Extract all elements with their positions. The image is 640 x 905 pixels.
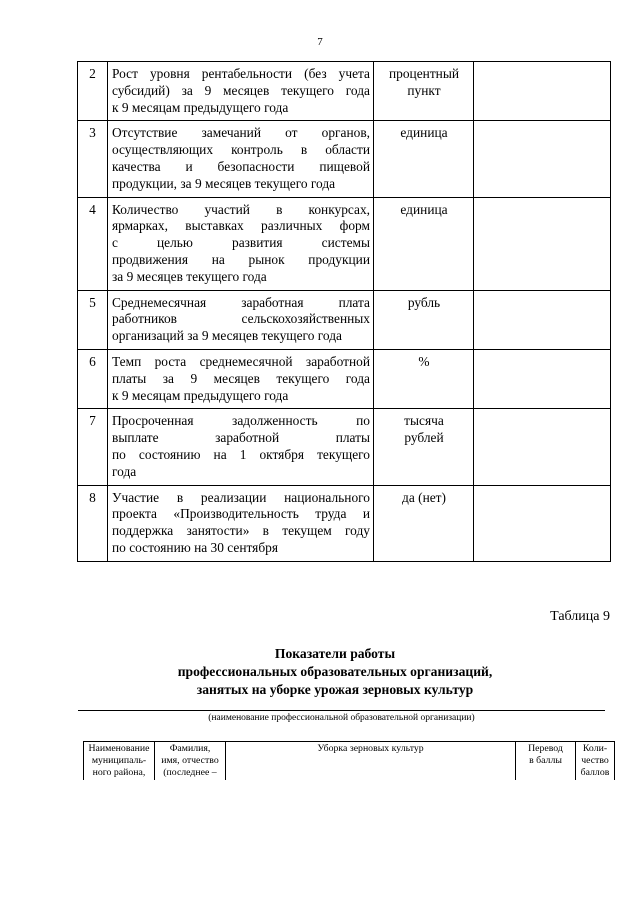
indicator-line: к 9 месяцам предыдущего года xyxy=(112,99,289,115)
indicator-name xyxy=(108,485,374,561)
header-cell xyxy=(155,742,226,781)
results-table xyxy=(83,741,615,780)
value-cell xyxy=(474,197,611,290)
row-number: 5 xyxy=(78,290,108,349)
table-row xyxy=(78,62,611,121)
unit-line: пункт xyxy=(407,82,441,98)
indicator-line: ярмарках, выставках различных форм xyxy=(112,218,370,234)
header-cell xyxy=(576,742,615,781)
header-cell xyxy=(516,742,576,781)
header-line: баллов xyxy=(580,767,610,778)
indicator-line: к 9 месяцам предыдущего года xyxy=(112,387,289,403)
indicator-name xyxy=(108,290,374,349)
row-number: 7 xyxy=(78,409,108,485)
header-line: в баллы xyxy=(529,755,562,766)
unit-of-measure xyxy=(374,349,474,408)
header-line: ного района, xyxy=(92,767,146,778)
unit-of-measure xyxy=(374,290,474,349)
indicator-name xyxy=(108,121,374,197)
indicator-line: платы за 9 месяцев текущего года xyxy=(112,370,370,386)
unit-line: единица xyxy=(400,125,448,141)
title-line: занятых на уборке урожая зерновых культур xyxy=(196,682,474,697)
unit-line: тысяча xyxy=(404,413,444,429)
header-cell xyxy=(84,742,155,781)
value-cell xyxy=(474,121,611,197)
header-line: чество xyxy=(581,755,609,766)
indicator-name xyxy=(108,197,374,290)
organization-name-line xyxy=(78,710,605,711)
unit-of-measure xyxy=(374,62,474,121)
table-label: Таблица 9 xyxy=(550,609,610,624)
table-title xyxy=(0,645,640,699)
header-line: Наименование xyxy=(88,743,150,754)
unit-of-measure xyxy=(374,485,474,561)
indicator-line: Отсутствие замечаний от органов, xyxy=(112,125,370,141)
indicator-line: за 9 месяцев текущего года xyxy=(112,268,267,284)
header-line: муниципаль- xyxy=(91,755,147,766)
header-line: (последнее – xyxy=(163,767,217,778)
indicator-line: выплате заработной платы xyxy=(112,430,370,446)
unit-of-measure xyxy=(374,121,474,197)
organization-caption: (наименование профессиональной образовательной организации) xyxy=(208,713,475,723)
row-number: 6 xyxy=(78,349,108,408)
indicator-line: продукции, за 9 месяцев текущего года xyxy=(112,175,336,191)
indicator-line: Количество участий в конкурсах, xyxy=(112,201,370,217)
header-line: Фамилия, xyxy=(169,743,211,754)
row-number: 3 xyxy=(78,121,108,197)
header-line: Уборка зерновых культур xyxy=(317,743,424,754)
indicator-line: поддержка занятости» в текущем году xyxy=(112,523,370,539)
indicator-line: года xyxy=(112,463,137,479)
indicator-line: Темп роста среднемесячной заработной xyxy=(112,353,370,369)
indicator-line: Просроченная задолженность по xyxy=(112,413,370,429)
table-row xyxy=(78,349,611,408)
indicator-line: организаций за 9 месяцев текущего года xyxy=(112,328,342,344)
indicator-name xyxy=(108,409,374,485)
value-cell xyxy=(474,62,611,121)
indicator-line: продвижения на рынок продукции xyxy=(112,251,370,267)
unit-of-measure xyxy=(374,409,474,485)
row-number: 2 xyxy=(78,62,108,121)
unit-line: процентный xyxy=(388,66,459,81)
indicators-table xyxy=(77,61,611,562)
unit-line: единица xyxy=(400,201,448,217)
row-number: 4 xyxy=(78,197,108,290)
header-line: имя, отчество xyxy=(161,755,219,766)
unit-line: рублей xyxy=(404,430,444,446)
unit-of-measure xyxy=(374,197,474,290)
indicator-line: осуществляющих контроль в области xyxy=(112,142,370,158)
value-cell xyxy=(474,409,611,485)
unit-line: рубль xyxy=(407,294,441,310)
value-cell xyxy=(474,349,611,408)
page-number: 7 xyxy=(317,36,323,48)
indicator-line: работников сельскохозяйственных xyxy=(112,311,370,327)
header-line: Коли- xyxy=(582,743,608,754)
table-row xyxy=(78,197,611,290)
header-cell xyxy=(226,742,516,781)
row-number: 8 xyxy=(78,485,108,561)
indicator-line: с целью развития системы xyxy=(112,235,370,251)
header-line: Перевод xyxy=(528,743,563,754)
table-row xyxy=(78,409,611,485)
indicator-line: проекта «Производительность труда и xyxy=(112,506,370,522)
table-row xyxy=(78,121,611,197)
indicator-line: Среднемесячная заработная плата xyxy=(112,294,370,310)
title-line: Показатели работы xyxy=(274,646,396,661)
indicator-line: по состоянию на 1 октября текущего xyxy=(112,446,370,462)
results-table-header xyxy=(84,742,615,781)
indicator-line: по состоянию на 30 сентября xyxy=(112,539,278,555)
table-row xyxy=(78,290,611,349)
unit-line: да (нет) xyxy=(402,489,446,505)
indicator-line: качества и безопасности пищевой xyxy=(112,158,370,174)
indicator-line: Рост уровня рентабельности (без учета xyxy=(112,66,370,81)
indicator-line: Участие в реализации национального xyxy=(112,489,370,505)
unit-line: % xyxy=(418,353,430,369)
indicator-line: субсидий) за 9 месяцев текущего года xyxy=(112,82,370,98)
table-row xyxy=(78,485,611,561)
indicator-name xyxy=(108,62,374,121)
title-line: профессиональных образовательных организаций, xyxy=(177,664,493,679)
value-cell xyxy=(474,485,611,561)
value-cell xyxy=(474,290,611,349)
indicator-name xyxy=(108,349,374,408)
